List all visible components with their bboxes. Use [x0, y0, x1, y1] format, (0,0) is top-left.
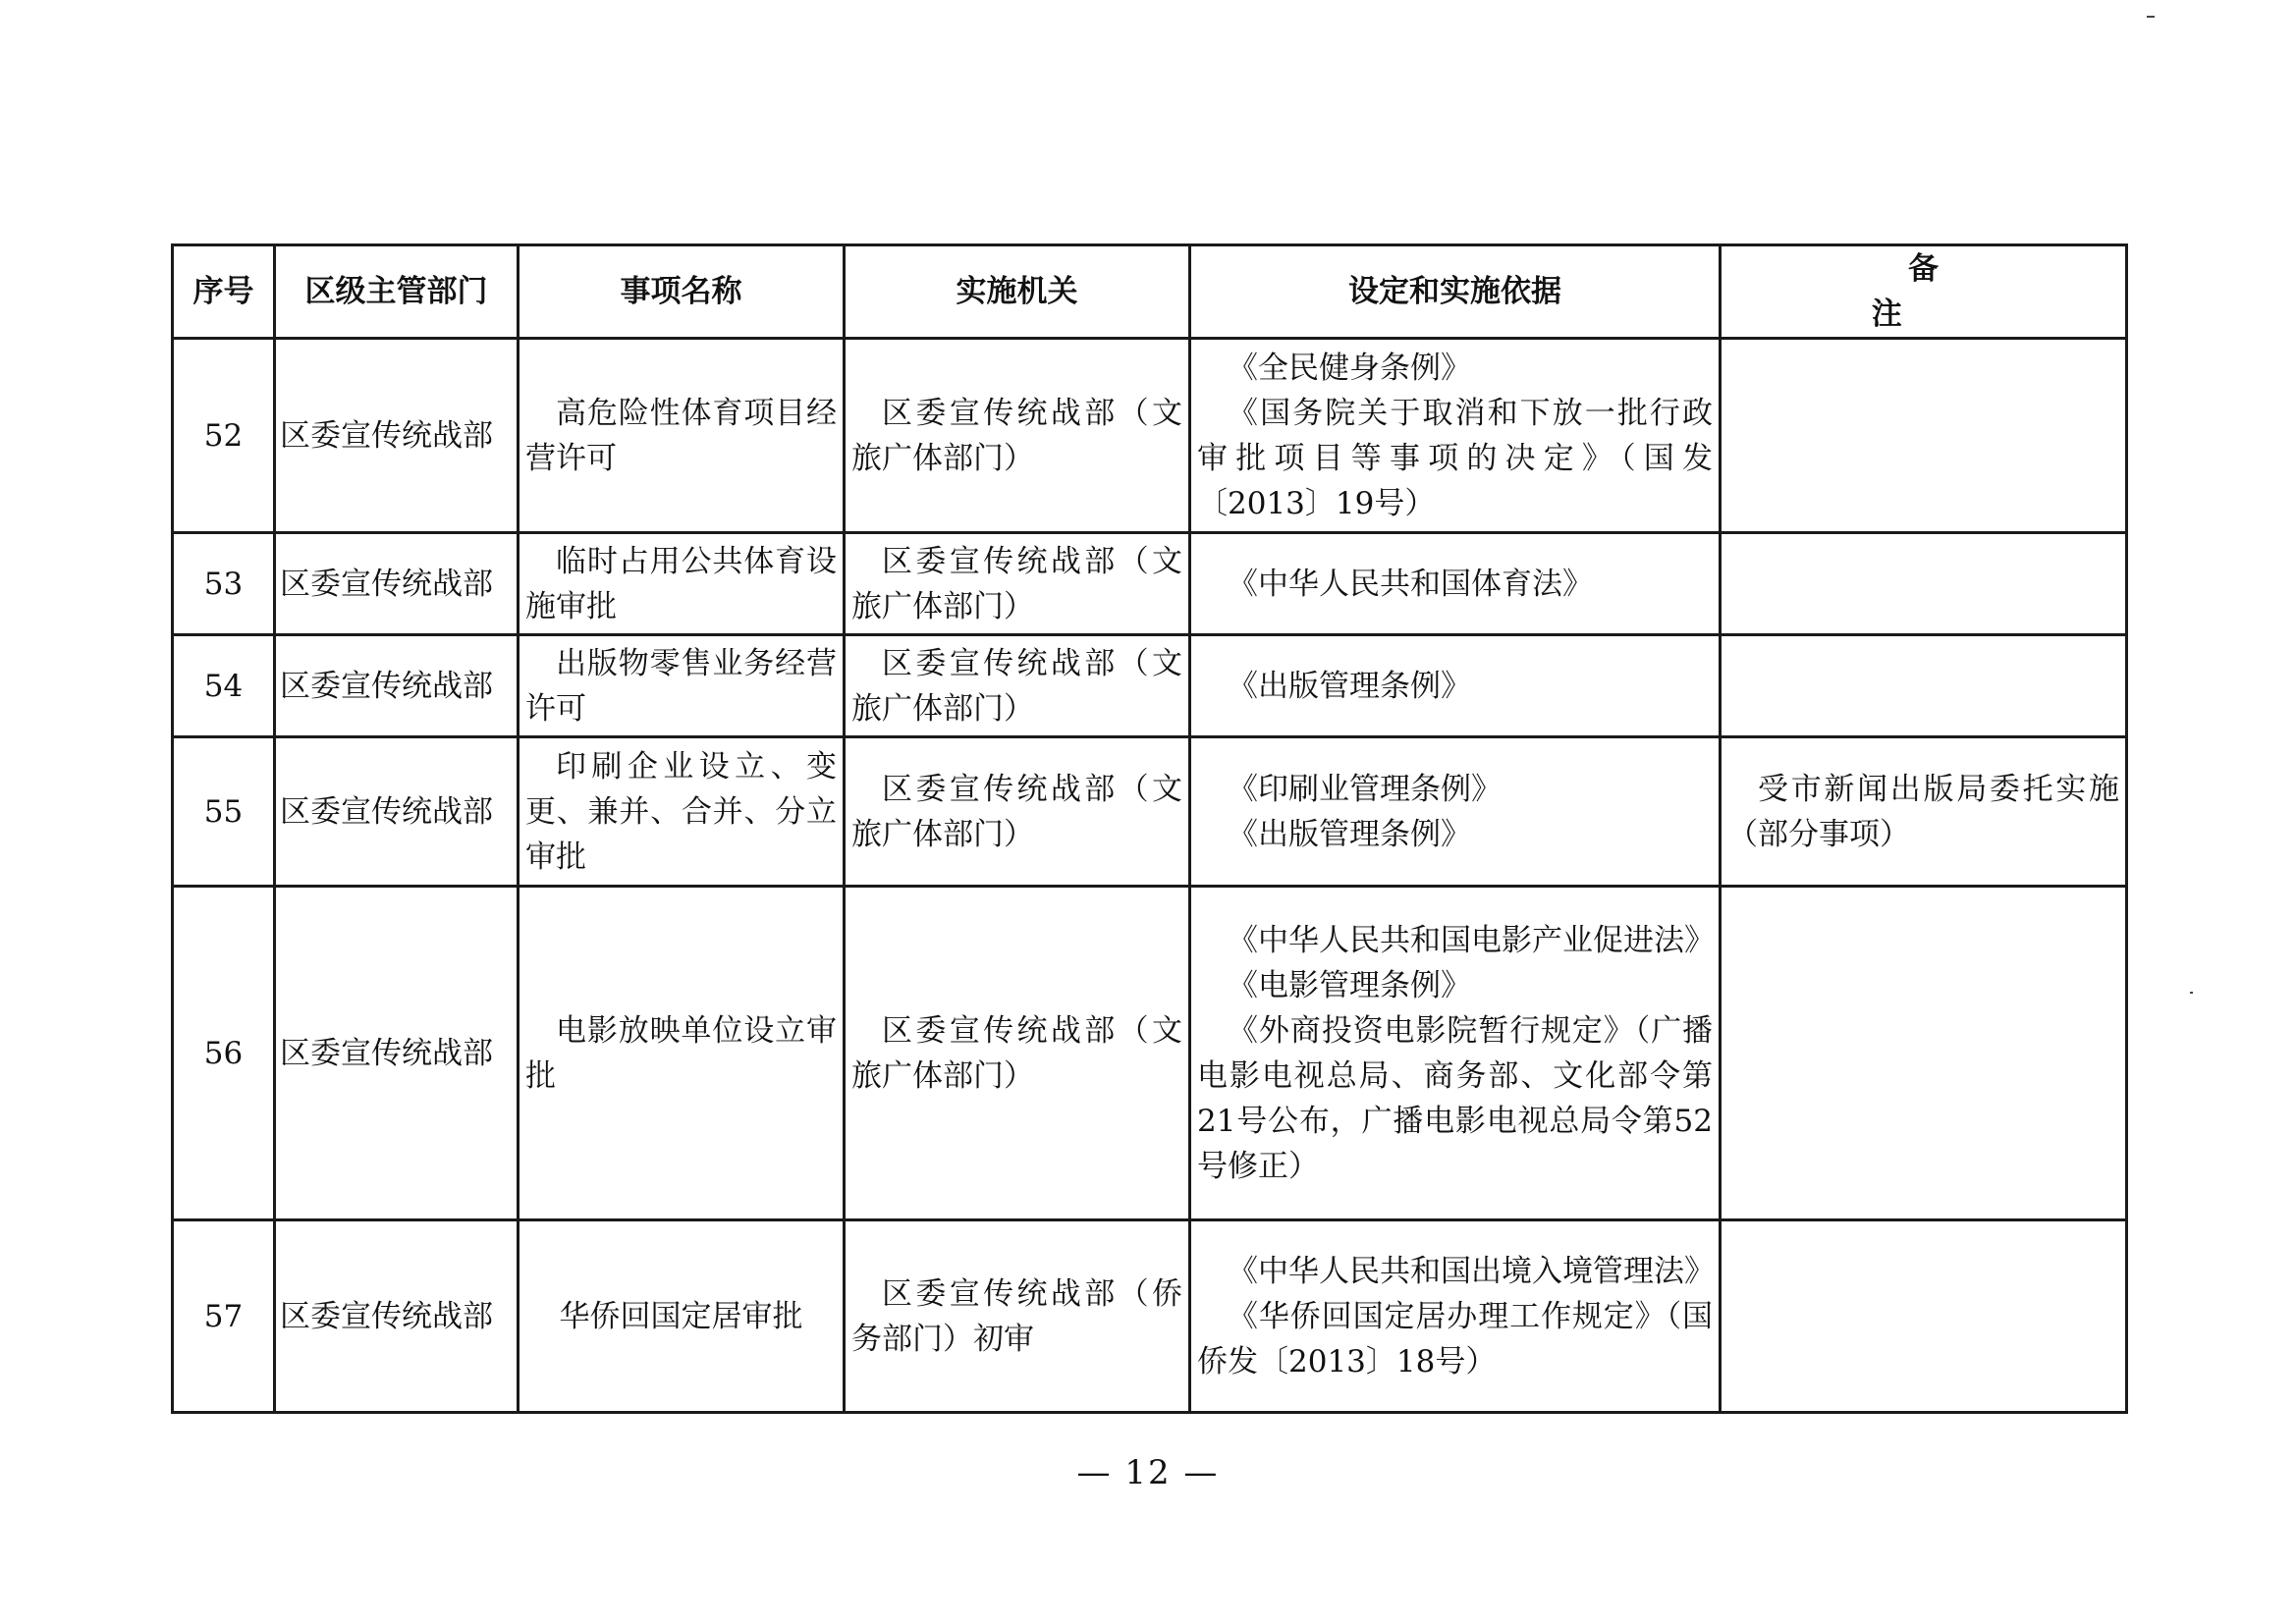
table-row [173, 737, 2127, 887]
basis-entry: 《印刷业管理条例》 [1228, 771, 1502, 807]
row-item-name-text: 电影放映单位设立审批 [525, 1012, 837, 1094]
basis-entry: 《国务院关于取消和下放一批行政审批项目等事项的决定》（国发〔2013〕19号） [1197, 395, 1713, 521]
basis-entry: 《华侨回国定居办理工作规定》（国侨发〔2013〕18号） [1197, 1298, 1713, 1380]
row-agency-text: 区委宣传统战部（侨务部门）初审 [851, 1275, 1182, 1357]
row-serial-no: 56 [173, 887, 275, 1220]
row-item-name [519, 533, 845, 635]
header-district-department: 区级主管部门 [275, 245, 519, 339]
table-header-row [173, 245, 2127, 339]
row-basis [1190, 1220, 1721, 1413]
row-agency-text: 区委宣传统战部（文旅广体部门） [851, 645, 1182, 727]
approval-items-table [171, 243, 2219, 1414]
row-department: 区委宣传统战部 [275, 1220, 519, 1413]
header-item-name: 事项名称 [519, 245, 845, 339]
table-row [173, 635, 2127, 737]
basis-entry: 《出版管理条例》 [1228, 668, 1471, 704]
row-remarks [1721, 533, 2127, 635]
scan-mark [2147, 16, 2155, 18]
row-serial-no: 57 [173, 1220, 275, 1413]
row-serial-no: 52 [173, 339, 275, 533]
row-item-name-text: 出版物零售业务经营许可 [525, 645, 837, 727]
row-agency [845, 887, 1190, 1220]
row-department: 区委宣传统战部 [275, 887, 519, 1220]
row-agency [845, 737, 1190, 887]
row-agency-text: 区委宣传统战部（文旅广体部门） [851, 1012, 1182, 1094]
row-agency [845, 635, 1190, 737]
table-row [173, 1220, 2127, 1413]
row-department: 区委宣传统战部 [275, 737, 519, 887]
row-basis [1190, 887, 1721, 1220]
row-agency [845, 533, 1190, 635]
row-item-name-text: 印刷企业设立、变更、兼并、合并、分立审批 [525, 748, 837, 875]
row-item-name [519, 737, 845, 887]
row-remarks [1721, 635, 2127, 737]
header-serial-no: 序号 [173, 245, 275, 339]
header-remarks-label: 备 注 [1871, 251, 2219, 332]
basis-entry: 《电影管理条例》 [1228, 967, 1471, 1003]
scan-mark [2190, 992, 2193, 994]
table-row [173, 533, 2127, 635]
basis-entry: 《中华人民共和国出境入境管理法》 [1228, 1253, 1715, 1289]
page-number: — 12 — [1076, 1453, 1220, 1492]
row-basis [1190, 339, 1721, 533]
table-row [173, 339, 2127, 533]
row-remarks-text: 受市新闻出版局委托实施（部分事项） [1727, 771, 2119, 852]
basis-entry: 《外商投资电影院暂行规定》（广播电影电视总局、商务部、文化部令第21号公布，广播电影电视总局令第52号修正） [1197, 1012, 1713, 1184]
row-item-name [519, 1220, 845, 1413]
row-basis [1190, 737, 1721, 887]
row-remarks [1721, 887, 2127, 1220]
table-row [173, 887, 2127, 1220]
row-item-name-text: 临时占用公共体育设施审批 [525, 543, 837, 624]
header-legal-basis: 设定和实施依据 [1190, 245, 1721, 339]
header-remarks [1721, 245, 2219, 339]
basis-entry: 《中华人民共和国电影产业促进法》 [1228, 922, 1715, 958]
row-remarks [1721, 339, 2127, 533]
basis-entry: 《全民健身条例》 [1228, 350, 1471, 386]
row-serial-no: 54 [173, 635, 275, 737]
row-agency [845, 339, 1190, 533]
basis-entry: 《出版管理条例》 [1228, 816, 1471, 852]
row-department: 区委宣传统战部 [275, 533, 519, 635]
header-implementing-agency: 实施机关 [845, 245, 1190, 339]
row-agency-text: 区委宣传统战部（文旅广体部门） [851, 543, 1182, 624]
row-agency-text: 区委宣传统战部（文旅广体部门） [851, 771, 1182, 852]
row-item-name [519, 339, 845, 533]
row-remarks [1721, 737, 2127, 887]
row-agency-text: 区委宣传统战部（文旅广体部门） [851, 395, 1182, 476]
row-item-name-text: 高危险性体育项目经营许可 [525, 395, 837, 476]
row-serial-no: 55 [173, 737, 275, 887]
row-remarks [1721, 1220, 2127, 1413]
row-item-name [519, 635, 845, 737]
row-department: 区委宣传统战部 [275, 635, 519, 737]
row-serial-no: 53 [173, 533, 275, 635]
basis-entry: 《中华人民共和国体育法》 [1228, 566, 1593, 602]
row-item-name-text: 华侨回国定居审批 [559, 1298, 803, 1334]
row-department: 区委宣传统战部 [275, 339, 519, 533]
row-item-name [519, 887, 845, 1220]
approval-items-table-wrapper [171, 243, 2219, 1414]
row-agency [845, 1220, 1190, 1413]
row-basis [1190, 635, 1721, 737]
row-basis [1190, 533, 1721, 635]
